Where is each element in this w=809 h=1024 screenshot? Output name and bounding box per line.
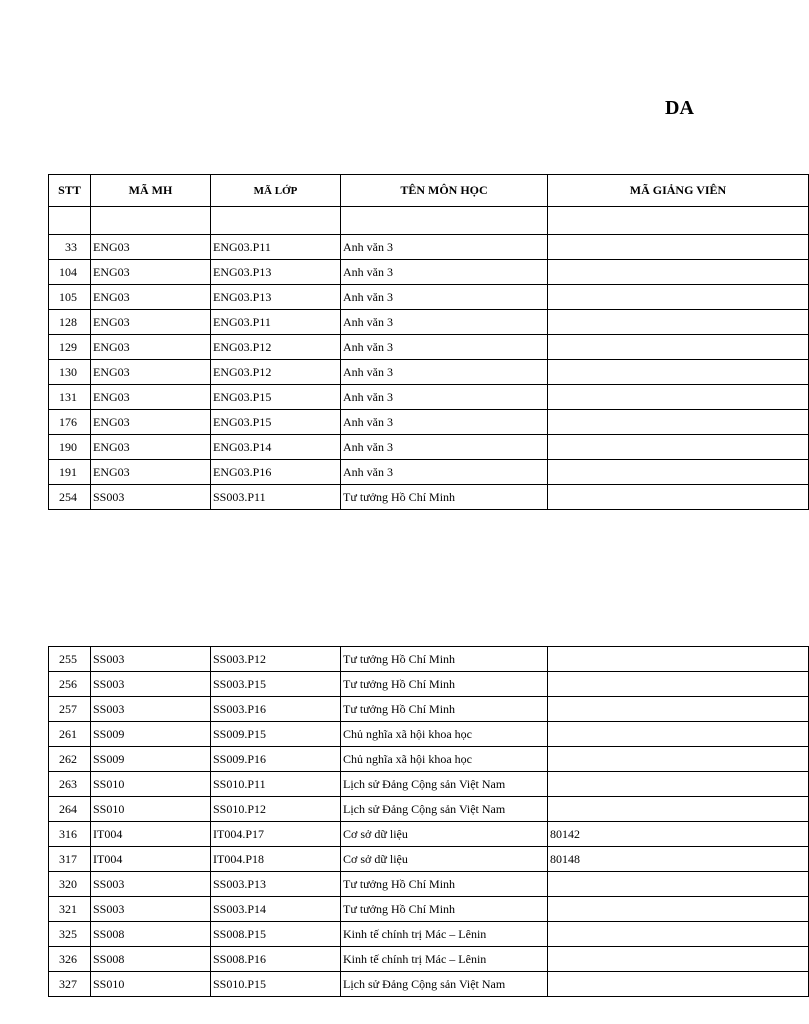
table-row bbox=[49, 797, 809, 822]
cell-stt: 190 bbox=[49, 435, 91, 460]
cell-ma-giang-vien bbox=[548, 335, 809, 360]
cell-stt: 321 bbox=[49, 897, 91, 922]
cell-ma-lop: SS010.P12 bbox=[211, 797, 341, 822]
cell-ma-lop: ENG03.P15 bbox=[211, 385, 341, 410]
cell-ma-lop: ENG03.P13 bbox=[211, 285, 341, 310]
cell-ma-lop: IT004.P18 bbox=[211, 847, 341, 872]
cell-ma-giang-vien bbox=[548, 697, 809, 722]
cell-stt: 261 bbox=[49, 722, 91, 747]
cell-ma-lop: SS003.P12 bbox=[211, 647, 341, 672]
table-row bbox=[49, 747, 809, 772]
cell-ma-lop: ENG03.P15 bbox=[211, 410, 341, 435]
cell-ma-mh: IT004 bbox=[91, 822, 211, 847]
cell-ma-mh: ENG03 bbox=[91, 310, 211, 335]
cell-ma-lop: ENG03.P11 bbox=[211, 310, 341, 335]
cell-ten-mon-hoc: Cơ sở dữ liệu bbox=[341, 847, 548, 872]
header-ten-mon-hoc: TÊN MÔN HỌC bbox=[341, 175, 548, 207]
cell-ten-mon-hoc: Anh văn 3 bbox=[341, 260, 548, 285]
cell-ma-lop: SS003.P16 bbox=[211, 697, 341, 722]
header-ma-mh: MÃ MH bbox=[91, 175, 211, 207]
cell-ma-mh: SS010 bbox=[91, 772, 211, 797]
cell-ma-giang-vien bbox=[548, 410, 809, 435]
table-row bbox=[49, 722, 809, 747]
cell-ma-mh: ENG03 bbox=[91, 410, 211, 435]
cell-ma-giang-vien bbox=[548, 235, 809, 260]
document-title: DA bbox=[665, 97, 694, 119]
cell-ten-mon-hoc: Anh văn 3 bbox=[341, 410, 548, 435]
table-row bbox=[49, 310, 809, 335]
cell-ma-mh: ENG03 bbox=[91, 235, 211, 260]
cell-stt: 254 bbox=[49, 485, 91, 510]
table-row bbox=[49, 672, 809, 697]
cell-ma-giang-vien bbox=[548, 897, 809, 922]
cell-ma-lop: SS003.P11 bbox=[211, 485, 341, 510]
table-row bbox=[49, 360, 809, 385]
empty-row bbox=[49, 207, 809, 235]
cell-stt: 325 bbox=[49, 922, 91, 947]
cell-ma-lop: ENG03.P12 bbox=[211, 335, 341, 360]
cell-ma-lop: SS003.P13 bbox=[211, 872, 341, 897]
cell-ma-lop: SS010.P11 bbox=[211, 772, 341, 797]
cell-ten-mon-hoc: Tư tưởng Hồ Chí Minh bbox=[341, 672, 548, 697]
cell-ma-giang-vien bbox=[548, 260, 809, 285]
cell-ma-giang-vien bbox=[548, 947, 809, 972]
cell-ma-mh: ENG03 bbox=[91, 360, 211, 385]
cell-ma-lop: SS003.P14 bbox=[211, 897, 341, 922]
cell-ma-mh: SS008 bbox=[91, 947, 211, 972]
cell-ma-giang-vien bbox=[548, 772, 809, 797]
cell-ma-mh: SS003 bbox=[91, 485, 211, 510]
cell-ten-mon-hoc: Lịch sử Đảng Cộng sản Việt Nam bbox=[341, 797, 548, 822]
table-row bbox=[49, 335, 809, 360]
cell-ma-mh: ENG03 bbox=[91, 335, 211, 360]
cell-ma-giang-vien bbox=[548, 310, 809, 335]
cell-ten-mon-hoc: Cơ sở dữ liệu bbox=[341, 822, 548, 847]
cell-ma-lop: ENG03.P14 bbox=[211, 435, 341, 460]
cell-ten-mon-hoc: Anh văn 3 bbox=[341, 335, 548, 360]
header-stt: STT bbox=[49, 175, 91, 207]
cell-ma-lop: SS009.P16 bbox=[211, 747, 341, 772]
cell-ten-mon-hoc: Lịch sử Đảng Cộng sản Việt Nam bbox=[341, 972, 548, 997]
cell-ma-lop: ENG03.P11 bbox=[211, 235, 341, 260]
cell-ma-lop: SS008.P16 bbox=[211, 947, 341, 972]
cell-ten-mon-hoc: Anh văn 3 bbox=[341, 310, 548, 335]
cell-ma-lop: SS008.P15 bbox=[211, 922, 341, 947]
cell-ma-mh: SS010 bbox=[91, 797, 211, 822]
cell-ten-mon-hoc: Anh văn 3 bbox=[341, 435, 548, 460]
cell-ma-giang-vien bbox=[548, 972, 809, 997]
table-row bbox=[49, 897, 809, 922]
cell-ma-giang-vien bbox=[548, 360, 809, 385]
cell-stt: 326 bbox=[49, 947, 91, 972]
cell-stt: 320 bbox=[49, 872, 91, 897]
table-row bbox=[49, 772, 809, 797]
cell-ma-mh: SS008 bbox=[91, 922, 211, 947]
cell-stt: 262 bbox=[49, 747, 91, 772]
cell-ma-mh: ENG03 bbox=[91, 285, 211, 310]
cell-ma-mh: ENG03 bbox=[91, 435, 211, 460]
cell-ten-mon-hoc: Kinh tế chính trị Mác – Lênin bbox=[341, 947, 548, 972]
table-row bbox=[49, 285, 809, 310]
cell-ma-mh: IT004 bbox=[91, 847, 211, 872]
cell-ten-mon-hoc: Chủ nghĩa xã hội khoa học bbox=[341, 747, 548, 772]
cell-ma-giang-vien bbox=[548, 485, 809, 510]
table-row bbox=[49, 697, 809, 722]
table-row bbox=[49, 922, 809, 947]
course-table-page-1 bbox=[48, 174, 727, 510]
cell-ten-mon-hoc: Anh văn 3 bbox=[341, 235, 548, 260]
table-row bbox=[49, 460, 809, 485]
cell-stt: 327 bbox=[49, 972, 91, 997]
cell-stt: 317 bbox=[49, 847, 91, 872]
cell-ten-mon-hoc: Tư tưởng Hồ Chí Minh bbox=[341, 697, 548, 722]
table-row bbox=[49, 972, 809, 997]
cell-ten-mon-hoc: Anh văn 3 bbox=[341, 385, 548, 410]
cell-stt: 256 bbox=[49, 672, 91, 697]
header-ma-lop: MÃ LỚP bbox=[211, 175, 341, 207]
cell-ma-giang-vien bbox=[548, 672, 809, 697]
cell-ma-giang-vien bbox=[548, 922, 809, 947]
cell-stt: 105 bbox=[49, 285, 91, 310]
cell-ma-giang-vien: 80148 bbox=[548, 847, 809, 872]
table-row bbox=[49, 822, 809, 847]
cell-stt: 130 bbox=[49, 360, 91, 385]
cell-ma-giang-vien bbox=[548, 747, 809, 772]
cell-stt: 129 bbox=[49, 335, 91, 360]
table-row bbox=[49, 260, 809, 285]
cell-ma-mh: SS003 bbox=[91, 697, 211, 722]
cell-stt: 128 bbox=[49, 310, 91, 335]
cell-ten-mon-hoc: Tư tưởng Hồ Chí Minh bbox=[341, 897, 548, 922]
cell-ma-giang-vien bbox=[548, 647, 809, 672]
table-row bbox=[49, 385, 809, 410]
cell-ten-mon-hoc: Kinh tế chính trị Mác – Lênin bbox=[341, 922, 548, 947]
cell-stt: 33 bbox=[49, 235, 91, 260]
cell-ten-mon-hoc: Tư tưởng Hồ Chí Minh bbox=[341, 485, 548, 510]
cell-stt: 263 bbox=[49, 772, 91, 797]
cell-ma-mh: ENG03 bbox=[91, 260, 211, 285]
cell-stt: 104 bbox=[49, 260, 91, 285]
cell-ma-mh: SS003 bbox=[91, 897, 211, 922]
table-row bbox=[49, 235, 809, 260]
cell-ma-giang-vien bbox=[548, 722, 809, 747]
cell-stt: 257 bbox=[49, 697, 91, 722]
cell-ma-mh: ENG03 bbox=[91, 385, 211, 410]
header-ma-giang-vien: MÃ GIẢNG VIÊN bbox=[548, 175, 809, 207]
cell-stt: 264 bbox=[49, 797, 91, 822]
cell-ma-mh: ENG03 bbox=[91, 460, 211, 485]
cell-ten-mon-hoc: Anh văn 3 bbox=[341, 360, 548, 385]
cell-stt: 191 bbox=[49, 460, 91, 485]
cell-ma-giang-vien: 80142 bbox=[548, 822, 809, 847]
cell-ma-mh: SS003 bbox=[91, 672, 211, 697]
cell-ma-giang-vien bbox=[548, 385, 809, 410]
cell-ma-lop: ENG03.P16 bbox=[211, 460, 341, 485]
cell-ma-mh: SS010 bbox=[91, 972, 211, 997]
table-row bbox=[49, 485, 809, 510]
cell-ma-giang-vien bbox=[548, 872, 809, 897]
table-header-row bbox=[49, 175, 809, 207]
table-row bbox=[49, 647, 809, 672]
cell-ten-mon-hoc: Anh văn 3 bbox=[341, 460, 548, 485]
table-row bbox=[49, 847, 809, 872]
cell-stt: 176 bbox=[49, 410, 91, 435]
table-row bbox=[49, 947, 809, 972]
cell-stt: 255 bbox=[49, 647, 91, 672]
cell-ten-mon-hoc: Lịch sử Đảng Cộng sản Việt Nam bbox=[341, 772, 548, 797]
cell-ma-lop: ENG03.P13 bbox=[211, 260, 341, 285]
cell-ten-mon-hoc: Tư tưởng Hồ Chí Minh bbox=[341, 647, 548, 672]
cell-ma-lop: SS009.P15 bbox=[211, 722, 341, 747]
cell-ma-giang-vien bbox=[548, 460, 809, 485]
course-table-page-2 bbox=[48, 646, 688, 997]
cell-ma-mh: SS009 bbox=[91, 722, 211, 747]
cell-ma-giang-vien bbox=[548, 797, 809, 822]
cell-stt: 131 bbox=[49, 385, 91, 410]
cell-ma-lop: IT004.P17 bbox=[211, 822, 341, 847]
cell-ten-mon-hoc: Anh văn 3 bbox=[341, 285, 548, 310]
table-row bbox=[49, 410, 809, 435]
cell-ma-mh: SS003 bbox=[91, 647, 211, 672]
cell-stt: 316 bbox=[49, 822, 91, 847]
table-row bbox=[49, 872, 809, 897]
cell-ma-giang-vien bbox=[548, 435, 809, 460]
cell-ma-lop: ENG03.P12 bbox=[211, 360, 341, 385]
cell-ma-mh: SS009 bbox=[91, 747, 211, 772]
cell-ten-mon-hoc: Tư tưởng Hồ Chí Minh bbox=[341, 872, 548, 897]
cell-ma-mh: SS003 bbox=[91, 872, 211, 897]
cell-ma-giang-vien bbox=[548, 285, 809, 310]
cell-ten-mon-hoc: Chủ nghĩa xã hội khoa học bbox=[341, 722, 548, 747]
table-row bbox=[49, 435, 809, 460]
cell-ma-lop: SS003.P15 bbox=[211, 672, 341, 697]
cell-ma-lop: SS010.P15 bbox=[211, 972, 341, 997]
